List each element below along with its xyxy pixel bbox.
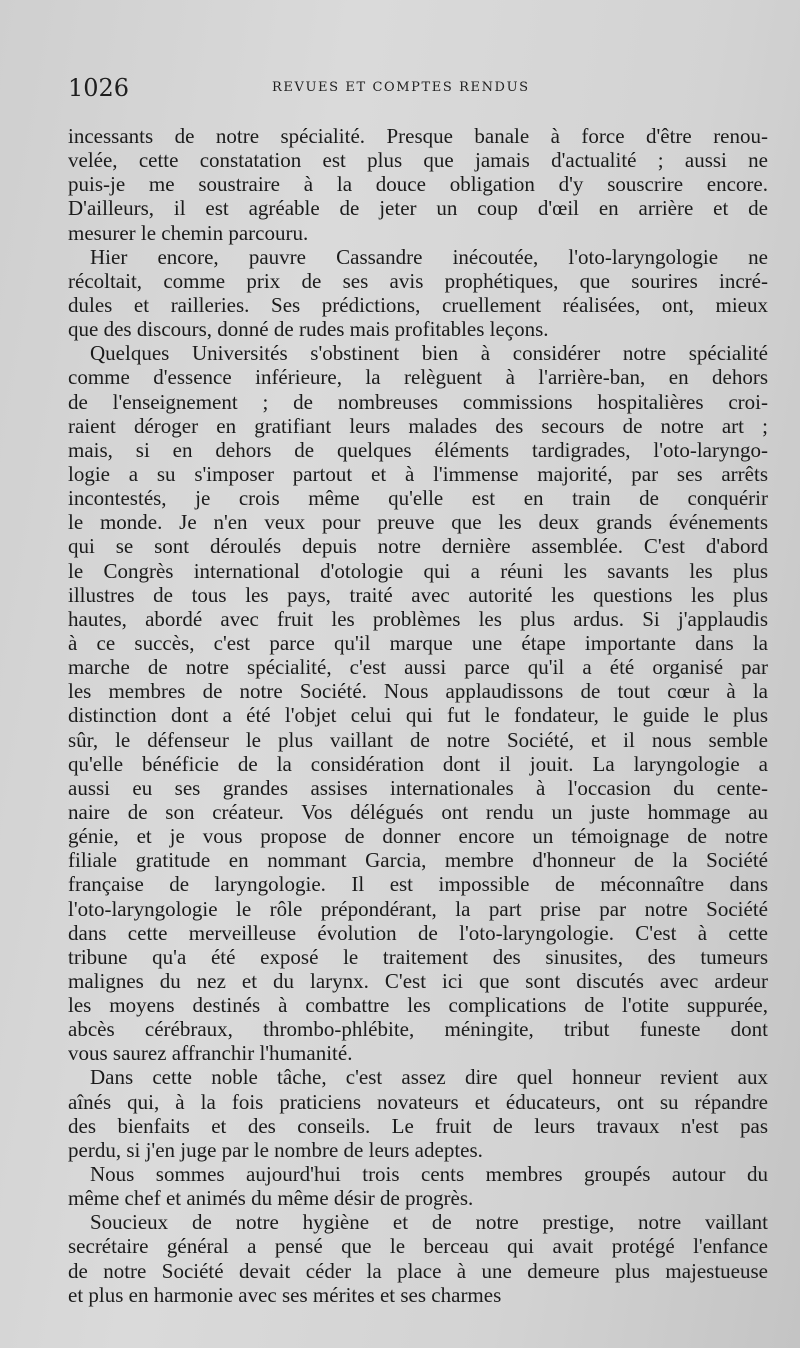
text-line: qu'elle bénéficie de la considération dont il jouit. La laryngologie a — [68, 751, 768, 776]
text-line: naire de son créateur. Vos délégués ont rendu un juste hommage au — [68, 799, 768, 824]
text-line: puis-je me soustraire à la douce obligation d'y souscrire encore. — [68, 172, 768, 197]
text-line: comme d'essence inférieure, la relèguent à l'arrière-ban, en dehors — [68, 365, 768, 390]
text-line: qui se sont déroulés depuis notre dernière assemblée. C'est d'abord — [68, 534, 768, 559]
text-line: raient déroger en gratifiant leurs malades des secours de notre art ; — [68, 413, 768, 438]
text-line: de l'enseignement ; de nombreuses commissions hospitalières croi- — [68, 389, 768, 414]
body-text — [68, 124, 768, 1307]
text-line: dules et railleries. Ses prédictions, cruellement réalisées, ont, mieux — [68, 292, 768, 317]
text-line: filiale gratitude en nommant Garcia, membre d'honneur de la Société — [68, 848, 768, 873]
text-line: malignes du nez et du larynx. C'est ici que sont discutés avec ardeur — [68, 968, 768, 993]
text-line: l'oto-laryngologie le rôle prépondérant, la part prise par notre Société — [68, 896, 768, 921]
text-line: Nous sommes aujourd'hui trois cents membres groupés autour du — [90, 1162, 768, 1187]
text-line: velée, cette constatation est plus que jamais d'actualité ; aussi ne — [68, 148, 768, 173]
text-line: des bienfaits et des conseils. Le fruit de leurs travaux n'est pas — [68, 1113, 768, 1138]
text-line: récoltait, comme prix de ses avis prophétiques, que sourires incré- — [68, 268, 768, 293]
text-line: incessants de notre spécialité. Presque banale à force d'être renou- — [68, 124, 768, 148]
text-line: mais, si en dehors de quelques éléments tardigrades, l'oto-laryngo- — [68, 437, 768, 462]
text-line: marche de notre spécialité, c'est aussi parce qu'il a été organisé par — [68, 655, 768, 680]
text-line: incontestés, je crois même qu'elle est en train de conquérir — [68, 486, 768, 511]
text-line: même chef et animés du même désir de progrès. — [68, 1186, 474, 1211]
text-line: que des discours, donné de rudes mais profitables leçons. — [68, 317, 549, 342]
text-line: génie, et je vous propose de donner encore un témoignage de notre — [68, 824, 768, 849]
text-line: Quelques Universités s'obstinent bien à considérer notre spécialité — [90, 341, 768, 366]
text-line: de notre Société devait céder la place à une demeure plus majestueuse — [68, 1258, 768, 1283]
text-line: Soucieux de notre hygiène et de notre prestige, notre vaillant — [90, 1210, 768, 1235]
text-line: tribune qu'a été exposé le traitement des sinusites, des tumeurs — [68, 944, 768, 969]
text-line: perdu, si j'en juge par le nombre de leurs adeptes. — [68, 1137, 483, 1162]
text-line: Dans cette noble tâche, c'est assez dire quel honneur revient aux — [90, 1065, 768, 1090]
text-line: française de laryngologie. Il est impossible de méconnaître dans — [68, 872, 768, 897]
running-title: REVUES ET COMPTES RENDUS — [272, 80, 530, 95]
text-line: à ce succès, c'est parce qu'il marque une étape importante dans la — [68, 630, 768, 655]
text-line: vous saurez affranchir l'humanité. — [68, 1041, 353, 1066]
text-line: hautes, abordé avec fruit les problèmes les plus ardus. Si j'applaudis — [68, 606, 768, 631]
text-line: mesurer le chemin parcouru. — [68, 220, 309, 245]
text-line: D'ailleurs, il est agréable de jeter un coup d'œil en arrière et de — [68, 196, 768, 221]
text-line: le monde. Je n'en veux pour preuve que les deux grands événements — [68, 510, 768, 535]
page-header — [68, 74, 548, 104]
text-line: aînés qui, à la fois praticiens novateurs et éducateurs, ont su répandre — [68, 1089, 768, 1114]
text-line: illustres de tous les pays, traité avec autorité les questions les plus — [68, 582, 768, 607]
text-line: les membres de notre Société. Nous applaudissons de tout cœur à la — [68, 679, 768, 704]
text-line: Hier encore, pauvre Cassandre inécoutée, l'oto-laryngologie ne — [90, 244, 768, 269]
text-line: sûr, le défenseur le plus vaillant de notre Société, et il nous semble — [68, 727, 768, 752]
text-line: le Congrès international d'otologie qui a réuni les savants les plus — [68, 558, 768, 583]
text-line: aussi eu ses grandes assises internationales à l'occasion du cente- — [68, 775, 768, 800]
text-line: les moyens destinés à combattre les complications de l'otite suppurée, — [68, 993, 768, 1018]
text-line: logie a su s'imposer partout et à l'immense majorité, par ses arrêts — [68, 461, 768, 486]
page-number: 1026 — [68, 74, 130, 102]
text-line: secrétaire général a pensé que le berceau qui avait protégé l'enfance — [68, 1234, 768, 1259]
text-line: et plus en harmonie avec ses mérites et ses charmes — [68, 1282, 502, 1307]
text-line: abcès cérébraux, thrombo-phlébite, méningite, tribut funeste dont — [68, 1017, 768, 1042]
text-line: dans cette merveilleuse évolution de l'oto-laryngologie. C'est à cette — [68, 920, 768, 945]
text-line: distinction dont a été l'objet celui qui fut le fondateur, le guide le plus — [68, 703, 768, 728]
